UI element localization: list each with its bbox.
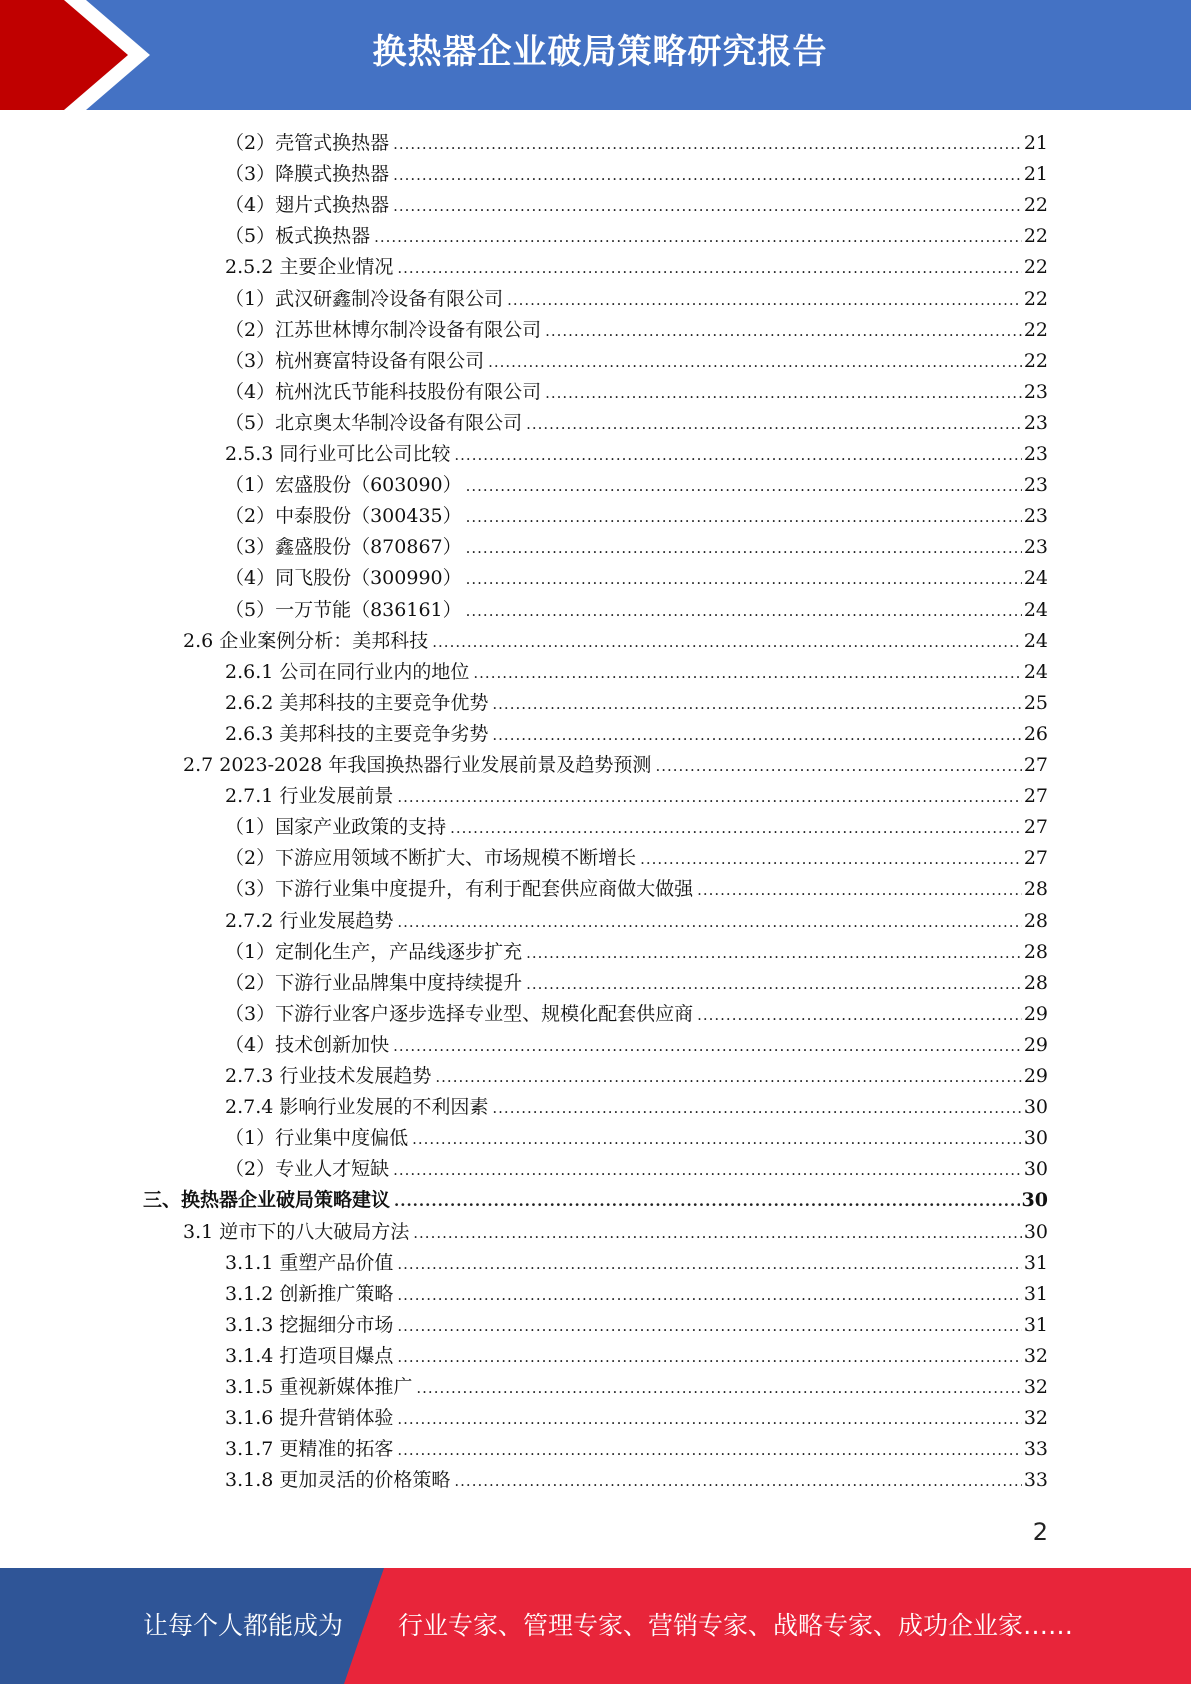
toc-entry[interactable] <box>225 1341 1048 1372</box>
toc-dot-leader <box>432 627 1022 658</box>
toc-entry-page: 30 <box>1023 1127 1048 1149</box>
toc-entry-page: 22 <box>1023 194 1048 216</box>
toc-entry[interactable] <box>225 843 1048 874</box>
toc-entry-page: 28 <box>1023 941 1048 963</box>
toc-entry-title: （1）行业集中度偏低 <box>225 1127 409 1149</box>
toc-entry-title: 3.1.2 创新推广策略 <box>225 1283 394 1305</box>
toc-entry[interactable] <box>225 1279 1048 1310</box>
toc-entry-page: 31 <box>1023 1314 1048 1336</box>
toc-entry[interactable] <box>225 595 1048 626</box>
toc-entry-page: 26 <box>1023 723 1048 745</box>
toc-entry-page: 27 <box>1023 754 1048 776</box>
toc-dot-leader <box>412 1124 1022 1155</box>
toc-entry-title: （3）鑫盛股份（870867） <box>225 536 462 558</box>
document-title: 换热器企业破局策略研究报告 <box>372 32 828 72</box>
toc-entry-page: 23 <box>1023 443 1048 465</box>
toc-entry[interactable] <box>225 532 1048 563</box>
toc-entry-page: 22 <box>1023 225 1048 247</box>
toc-entry-title: （2）下游应用领域不断扩大、市场规模不断增长 <box>225 847 637 869</box>
toc-dot-leader <box>492 1093 1021 1124</box>
toc-dot-leader <box>397 1311 1021 1342</box>
toc-entry[interactable] <box>225 968 1048 999</box>
toc-entry-page: 28 <box>1023 878 1048 900</box>
toc-entry-title: （1）定制化生产，产品线逐步扩充 <box>225 941 523 963</box>
toc-entry-title: 三、换热器企业破局策略建议 <box>143 1189 391 1211</box>
toc-entry-page: 33 <box>1023 1438 1048 1460</box>
toc-entry[interactable] <box>225 501 1048 532</box>
toc-entry-page: 21 <box>1023 163 1048 185</box>
toc-entry-page: 24 <box>1023 599 1048 621</box>
toc-entry-title: 2.6.1 公司在同行业内的地位 <box>225 661 470 683</box>
toc-entry[interactable] <box>225 906 1048 937</box>
toc-dot-leader <box>435 1062 1021 1093</box>
toc-entry[interactable] <box>225 688 1048 719</box>
toc-entry-title: （4）技术创新加快 <box>225 1034 390 1056</box>
toc-entry-page: 22 <box>1023 319 1048 341</box>
toc-entry[interactable] <box>225 1310 1048 1341</box>
toc-dot-leader <box>492 689 1021 720</box>
toc-entry-page: 23 <box>1023 412 1048 434</box>
toc-entry[interactable] <box>225 190 1048 221</box>
toc-entry-page: 23 <box>1023 474 1048 496</box>
toc-dot-leader <box>454 1466 1021 1497</box>
toc-entry[interactable] <box>225 1248 1048 1279</box>
toc-entry[interactable] <box>225 1030 1048 1061</box>
toc-entry[interactable] <box>225 1403 1048 1434</box>
toc-dot-leader <box>640 844 1022 875</box>
toc-entry[interactable] <box>225 470 1048 501</box>
header-arrow-decoration <box>0 0 150 110</box>
toc-entry[interactable] <box>183 626 1048 657</box>
toc-entry-page: 23 <box>1023 536 1048 558</box>
toc-entry[interactable] <box>225 812 1048 843</box>
toc-entry-title: （4）同飞股份（300990） <box>225 567 462 589</box>
toc-entry[interactable] <box>225 999 1048 1030</box>
toc-entry-page: 27 <box>1023 785 1048 807</box>
toc-dot-leader <box>697 1000 1022 1031</box>
toc-entry[interactable] <box>225 1372 1048 1403</box>
toc-dot-leader <box>545 316 1022 347</box>
toc-entry[interactable] <box>225 1465 1048 1496</box>
toc-entry-title: （5）一万节能（836161） <box>225 599 462 621</box>
toc-entry-page: 31 <box>1023 1252 1048 1274</box>
toc-entry[interactable] <box>225 408 1048 439</box>
toc-entry-page: 28 <box>1023 972 1048 994</box>
toc-entry[interactable] <box>225 1154 1048 1185</box>
toc-dot-leader <box>397 1280 1021 1311</box>
toc-dot-leader <box>393 1031 1022 1062</box>
toc-entry-title: （2）中泰股份（300435） <box>225 505 462 527</box>
toc-dot-leader <box>394 1186 1020 1217</box>
toc-entry-title: （2）专业人才短缺 <box>225 1158 390 1180</box>
toc-entry-title: 2.7.4 影响行业发展的不利因素 <box>225 1096 489 1118</box>
toc-entry-title: 2.7 2023-2028 年我国换热器行业发展前景及趋势预测 <box>183 754 652 776</box>
toc-entry-title: 2.6.2 美邦科技的主要竞争优势 <box>225 692 489 714</box>
toc-dot-leader <box>697 875 1022 906</box>
toc-entry-page: 21 <box>1023 132 1048 154</box>
toc-entry-page: 23 <box>1023 505 1048 527</box>
toc-entry-title: 2.6.3 美邦科技的主要竞争劣势 <box>225 723 489 745</box>
toc-entry-page: 29 <box>1023 1034 1048 1056</box>
toc-entry-page: 30 <box>1023 1158 1048 1180</box>
toc-entry-title: （4）杭州沈氏节能科技股份有限公司 <box>225 381 542 403</box>
toc-entry-page: 22 <box>1023 288 1048 310</box>
toc-dot-leader <box>473 658 1021 689</box>
toc-entry-title: （1）宏盛股份（603090） <box>225 474 462 496</box>
toc-entry[interactable] <box>225 315 1048 346</box>
toc-dot-leader <box>466 596 1022 627</box>
toc-entry-page: 24 <box>1023 630 1048 652</box>
toc-entry[interactable] <box>225 159 1048 190</box>
toc-dot-leader <box>393 191 1022 222</box>
toc-entry[interactable] <box>225 284 1048 315</box>
toc-entry-page: 32 <box>1023 1345 1048 1367</box>
toc-entry-title: 2.7.2 行业发展趋势 <box>225 910 394 932</box>
toc-entry-title: 3.1.3 挖掘细分市场 <box>225 1314 394 1336</box>
toc-entry-page: 32 <box>1023 1407 1048 1429</box>
toc-dot-leader <box>393 1155 1022 1186</box>
toc-dot-leader <box>397 907 1021 938</box>
toc-dot-leader <box>466 533 1022 564</box>
toc-entry-title: 3.1.5 重视新媒体推广 <box>225 1376 413 1398</box>
toc-dot-leader <box>545 378 1022 409</box>
toc-entry-title: （3）降膜式换热器 <box>225 163 390 185</box>
page-number: 2 <box>1032 1518 1048 1546</box>
toc-entry-title: （2）下游行业品牌集中度持续提升 <box>225 972 523 994</box>
toc-entry-title: （1）武汉研鑫制冷设备有限公司 <box>225 288 504 310</box>
toc-entry-title: （3）杭州赛富特设备有限公司 <box>225 350 485 372</box>
toc-entry[interactable] <box>225 1434 1048 1465</box>
toc-entry[interactable] <box>225 346 1048 377</box>
toc-entry-title: 3.1.6 提升营销体验 <box>225 1407 394 1429</box>
toc-entry-title: 2.5.3 同行业可比公司比较 <box>225 443 451 465</box>
toc-dot-leader <box>413 1218 1022 1249</box>
toc-entry-page: 23 <box>1023 381 1048 403</box>
toc-dot-leader <box>397 1342 1021 1373</box>
toc-entry-page: 30 <box>1021 1189 1048 1211</box>
toc-entry-title: （3）下游行业集中度提升，有利于配套供应商做大做强 <box>225 878 694 900</box>
toc-dot-leader <box>454 440 1021 471</box>
toc-dot-leader <box>526 969 1022 1000</box>
toc-dot-leader <box>526 409 1022 440</box>
toc-dot-leader <box>466 471 1022 502</box>
toc-entry[interactable] <box>225 439 1048 470</box>
toc-entry[interactable] <box>225 657 1048 688</box>
page-header <box>0 0 1191 110</box>
toc-entry-title: （3）下游行业客户逐步选择专业型、规模化配套供应商 <box>225 1003 694 1025</box>
toc-entry-title: （5）板式换热器 <box>225 225 371 247</box>
toc-entry-page: 27 <box>1023 816 1048 838</box>
toc-entry[interactable] <box>225 252 1048 283</box>
toc-entry-page: 28 <box>1023 910 1048 932</box>
toc-dot-leader <box>507 285 1022 316</box>
toc-entry-page: 22 <box>1023 256 1048 278</box>
page-footer <box>0 1568 1191 1684</box>
toc-entry[interactable] <box>143 1185 1048 1216</box>
toc-entry[interactable] <box>225 719 1048 750</box>
toc-entry-title: 3.1.8 更加灵活的价格策略 <box>225 1469 451 1491</box>
toc-entry[interactable] <box>183 1217 1048 1248</box>
toc-dot-leader <box>397 782 1021 813</box>
toc-dot-leader <box>526 938 1022 969</box>
toc-entry-page: 25 <box>1023 692 1048 714</box>
toc-dot-leader <box>466 564 1022 595</box>
toc-dot-leader <box>393 129 1022 160</box>
toc-entry[interactable] <box>225 128 1048 159</box>
toc-dot-leader <box>492 720 1021 751</box>
toc-entry-title: （5）北京奥太华制冷设备有限公司 <box>225 412 523 434</box>
toc-entry-page: 29 <box>1023 1003 1048 1025</box>
toc-entry[interactable] <box>225 1123 1048 1154</box>
footer-slogan-left: 让每个人都能成为 <box>143 1611 344 1640</box>
toc-dot-leader <box>393 160 1022 191</box>
toc-dot-leader <box>655 751 1021 782</box>
toc-entry-title: 2.7.3 行业技术发展趋势 <box>225 1065 432 1087</box>
toc-entry-title: （4）翅片式换热器 <box>225 194 390 216</box>
toc-entry[interactable] <box>225 377 1048 408</box>
toc-entry[interactable] <box>225 781 1048 812</box>
toc-entry[interactable] <box>225 1061 1048 1092</box>
toc-entry[interactable] <box>183 750 1048 781</box>
toc-entry-page: 24 <box>1023 661 1048 683</box>
toc-entry[interactable] <box>225 221 1048 252</box>
toc-entry[interactable] <box>225 1092 1048 1123</box>
toc-dot-leader <box>397 253 1021 284</box>
toc-entry-page: 24 <box>1023 567 1048 589</box>
toc-dot-leader <box>416 1373 1021 1404</box>
toc-entry-page: 31 <box>1023 1283 1048 1305</box>
toc-entry-page: 27 <box>1023 847 1048 869</box>
toc-entry[interactable] <box>225 937 1048 968</box>
toc-dot-leader <box>397 1249 1021 1280</box>
toc-entry-title: 2.7.1 行业发展前景 <box>225 785 394 807</box>
toc-dot-leader <box>397 1435 1021 1466</box>
toc-entry[interactable] <box>225 874 1048 905</box>
toc-entry-page: 33 <box>1023 1469 1048 1491</box>
toc-entry-page: 22 <box>1023 350 1048 372</box>
toc-entry[interactable] <box>225 563 1048 594</box>
toc-entry-page: 29 <box>1023 1065 1048 1087</box>
toc-entry-title: （2）壳管式换热器 <box>225 132 390 154</box>
toc-entry-title: 3.1.7 更精准的拓客 <box>225 1438 394 1460</box>
toc-entry-page: 30 <box>1023 1096 1048 1118</box>
toc-entry-title: 2.6 企业案例分析：美邦科技 <box>183 630 429 652</box>
toc-dot-leader <box>374 222 1022 253</box>
toc-dot-leader <box>466 502 1022 533</box>
toc-entry-title: 3.1 逆市下的八大破局方法 <box>183 1221 410 1243</box>
toc-entry-title: （1）国家产业政策的支持 <box>225 816 447 838</box>
toc-entry-title: 2.5.2 主要企业情况 <box>225 256 394 278</box>
toc-entry-title: 3.1.1 重塑产品价值 <box>225 1252 394 1274</box>
toc-entry-title: （2）江苏世林博尔制冷设备有限公司 <box>225 319 542 341</box>
toc-entry-page: 30 <box>1023 1221 1048 1243</box>
toc-entry-page: 32 <box>1023 1376 1048 1398</box>
toc-dot-leader <box>397 1404 1021 1435</box>
toc-entry-title: 3.1.4 打造项目爆点 <box>225 1345 394 1367</box>
footer-slogan-right: 行业专家、管理专家、营销专家、战略专家、成功企业家…… <box>398 1611 1074 1640</box>
toc-dot-leader <box>450 813 1022 844</box>
toc-dot-leader <box>488 347 1022 378</box>
